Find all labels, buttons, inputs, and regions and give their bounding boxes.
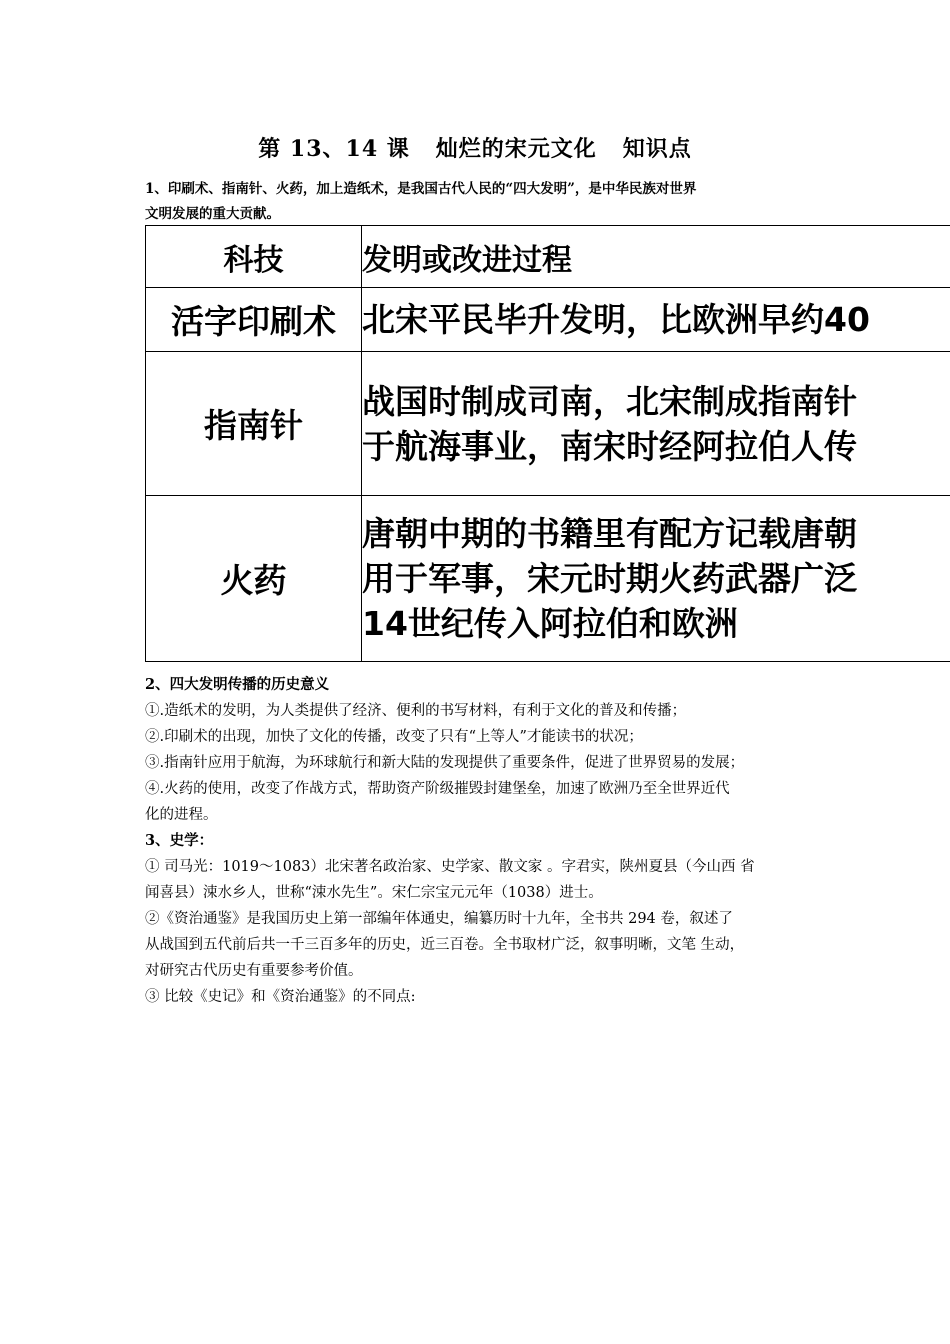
list-item: ③ 比较《史记》和《资治通鉴》的不同点: (145, 989, 416, 1005)
list-item: ②.印刷术的出现，加快了文化的传播，改变了只有“上等人”才能读书的状况； (145, 729, 643, 745)
description-line: 战国时制成司南，北宋制成指南针 (362, 381, 857, 421)
list-item: 对研究古代历史有重要参考价值。 (145, 963, 363, 979)
description-line: 北宋平民毕升发明，比欧洲早约40 (362, 300, 870, 339)
list-item: ③.指南针应用于航海，为环球航行和新大陆的发现提供了重要条件，促进了世界贸易的发展； (145, 755, 745, 771)
list-item: ④.火药的使用，改变了作战方式，帮助资产阶级摧毁封建堡垒，加速了欧洲乃至全世界近代 (145, 781, 730, 797)
list-item: 从战国到五代前后共一千三百多年的历史，近三百卷。全书取材广泛，叙事明晰，文笔 生动， (145, 937, 745, 953)
intro-line: 1、印刷术、指南针、火药，加上造纸术，是我国古代人民的“四大发明”，是中华民族对世界 (145, 181, 697, 197)
inventions-table-container (145, 225, 950, 662)
description-line: 唐朝中期的书籍里有配方记载唐朝 (362, 514, 857, 553)
table-header-row (146, 226, 950, 288)
body-text (145, 672, 825, 1010)
list-item: 闻喜县）涑水乡人，世称“涑水先生”。宋仁宗宝元元年（1038）进士。 (145, 885, 603, 901)
description-line: 用于军事，宋元时期火药武器广泛 (362, 559, 857, 598)
tech-name: 指南针 (146, 352, 362, 496)
intro-paragraph (145, 177, 815, 227)
tech-name: 火药 (146, 496, 362, 662)
tech-description (362, 288, 950, 352)
section-heading: 3、史学： (145, 832, 214, 849)
header-process: 发明或改进过程 (362, 226, 950, 288)
intro-line: 文明发展的重大贡献。 (145, 206, 280, 222)
description-line: 14世纪传入阿拉伯和欧洲 (362, 604, 738, 643)
list-item: ① 司马光：1019～1083）北宋著名政治家、史学家、散文家 。字君实，陕州夏县（今山西 省 (145, 859, 755, 875)
description-line: 于航海事业，南宋时经阿拉伯人传 (362, 426, 857, 466)
tech-description (362, 496, 950, 662)
tech-description (362, 352, 950, 496)
page-title: 第 13、14 课 灿烂的宋元文化 知识点 (258, 136, 692, 162)
section-heading: 2、四大发明传播的历史意义 (145, 676, 330, 693)
list-item: ①.造纸术的发明，为人类提供了经济、便利的书写材料，有利于文化的普及和传播； (145, 703, 687, 719)
table-row (146, 352, 950, 496)
tech-name: 活字印刷术 (146, 288, 362, 352)
list-item: ②《资治通鉴》是我国历史上第一部编年体通史，编纂历时十九年，全书共 294 卷，叙述了 (145, 911, 733, 927)
list-item: 化的进程。 (145, 807, 218, 823)
table-row (146, 496, 950, 662)
table-row (146, 288, 950, 352)
inventions-table (145, 225, 950, 662)
header-technology: 科技 (146, 226, 362, 288)
